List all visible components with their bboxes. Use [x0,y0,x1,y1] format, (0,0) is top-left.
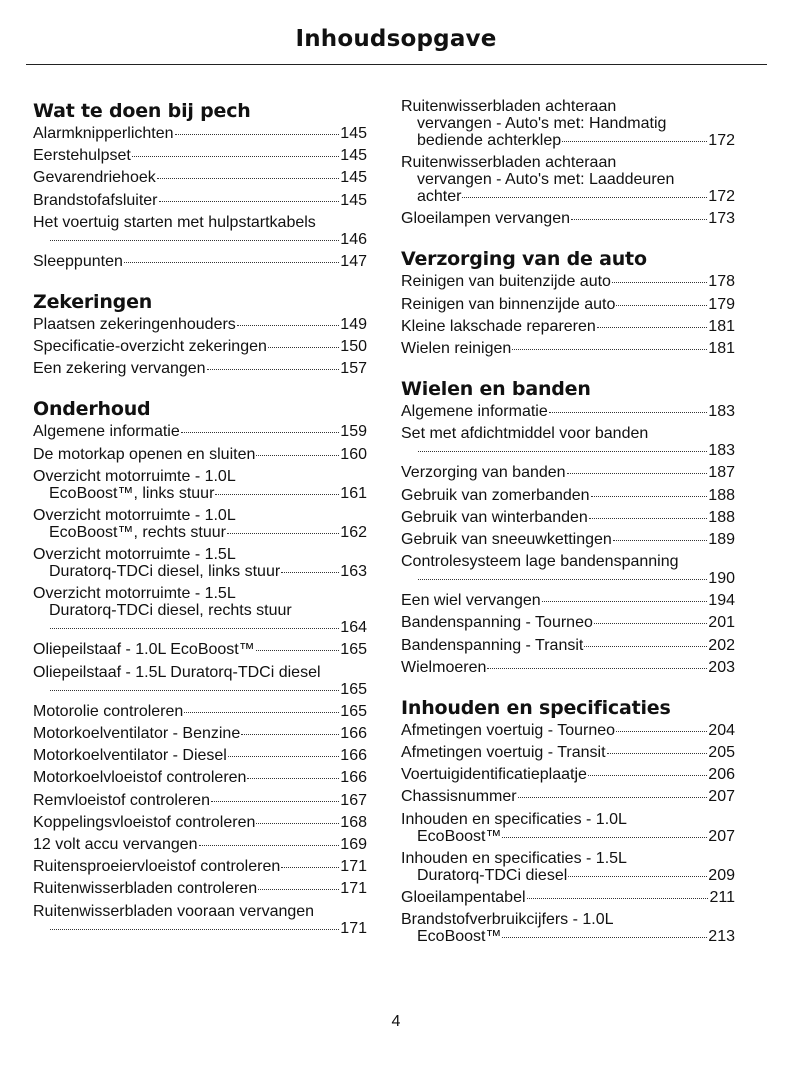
dot-leader [268,347,339,348]
entry-page-number: 188 [708,486,735,504]
entry-leader-row [33,880,367,897]
entry-leader-row [33,360,367,377]
entry-title: EcoBoost™ [417,827,502,845]
entry-leader-row [33,814,367,831]
entry-text-line: Controlesysteem lage bandenspanning [401,553,679,571]
toc-entry [401,464,735,481]
entry-page-number: 171 [340,919,367,937]
toc-entry [401,788,735,805]
dot-leader [247,778,339,779]
toc-section [33,289,367,377]
entry-page-number: 179 [708,295,735,313]
entry-leader-row [401,188,735,205]
entry-leader-row [33,619,367,636]
toc-entry [401,509,735,526]
entry-page-number: 207 [708,827,735,845]
entry-leader-row [33,446,367,463]
dot-leader [227,533,339,534]
entry-title: Ruitenwisserbladen controleren [33,880,258,898]
toc-entry [33,446,367,463]
entry-title: Plaatsen zekeringenhouders [33,315,236,333]
entry-leader-row [33,563,367,580]
entry-title: Bandenspanning - Tourneo [401,614,593,632]
entry-leader-row [33,231,367,248]
entry-title: Afmetingen voertuig - Transit [401,744,606,761]
entry-title: EcoBoost™, rechts stuur [49,523,226,541]
toc-entry [33,814,367,831]
entry-leader-row [401,867,735,884]
toc-entry [401,850,735,884]
toc-section [401,695,735,945]
toc-entry [401,154,735,205]
dot-leader [571,219,707,220]
entry-title: Koppelingsvloeistof controleren [33,813,256,831]
entry-page-number: 171 [340,858,367,876]
toc-entry [401,722,735,739]
entry-leader-row [401,614,735,631]
dot-leader [594,623,707,624]
dot-leader [502,837,707,838]
toc-entry [401,487,735,504]
entry-title: Gebruik van zomerbanden [401,486,590,504]
entry-leader-row [33,792,367,809]
toc-entry [401,403,735,420]
entry-text-line: Brandstofverbruikcijfers - 1.0L [401,911,614,929]
entry-page-number: 205 [708,744,735,761]
entry-title: De motorkap openen en sluiten [33,445,256,463]
entry-title: Voertuigidentificatieplaatje [401,766,587,784]
entry-leader-row [33,836,367,853]
entry-leader-row [33,769,367,786]
entry-page-number: 183 [708,402,735,420]
entry-page-number: 167 [340,791,367,809]
entry-leader-row [33,316,367,333]
toc-entry [33,703,367,720]
entry-title: Motorolie controleren [33,702,184,720]
toc-entry [33,192,367,209]
entry-page-number: 149 [340,315,367,333]
dot-leader [281,867,339,868]
toc-entry [401,614,735,631]
toc-section [33,396,367,936]
entry-page-number: 160 [340,445,367,463]
entry-title: EcoBoost™, links stuur [49,484,215,502]
entry-title: Chassisnummer [401,788,517,806]
entry-page-number: 178 [708,273,735,291]
entry-text-line: Overzicht motorruimte - 1.5L [33,585,236,603]
entry-title: Motorkoelventilator - Diesel [33,747,227,765]
toc-entry [401,889,735,906]
entry-title: Gloeilampentabel [401,888,526,906]
toc-entry [401,273,735,290]
entry-page-number: 172 [708,132,735,149]
entry-page-number: 203 [708,658,735,676]
entry-page-number: 166 [340,725,367,742]
dot-leader [562,141,707,142]
entry-leader-row [401,659,735,676]
dot-leader [256,650,340,651]
page-number: 4 [391,1013,401,1030]
dot-leader [613,540,708,541]
entry-leader-row [33,920,367,937]
entry-page-number: 165 [340,702,367,720]
dot-leader [215,494,339,495]
entry-leader-row [401,637,735,654]
entry-leader-row [401,828,735,845]
entry-text-line: vervangen - Auto's met: Laaddeuren [417,171,675,189]
toc-entry [33,253,367,270]
toc-entry [33,338,367,355]
dot-leader [612,282,707,283]
toc-entry [401,210,735,227]
toc-entry [33,725,367,742]
entry-leader-row [401,464,735,481]
toc-entry [401,425,735,459]
entry-leader-row [33,858,367,875]
dot-leader [549,412,708,413]
entry-leader-row [401,531,735,548]
dot-leader [568,876,707,877]
entry-page-number: 166 [340,769,367,787]
entry-title: Afmetingen voertuig - Tourneo [401,721,616,739]
dot-leader [462,197,707,198]
dot-leader [418,451,707,452]
toc-entry [401,637,735,654]
toc-section [401,98,735,227]
entry-text-line: Overzicht motorruimte - 1.5L [33,546,236,564]
toc-entry [401,592,735,609]
entry-title: Motorkoelventilator - Benzine [33,725,241,742]
dot-leader [502,937,707,938]
entry-leader-row [401,592,735,609]
section-heading: Inhouden en specificaties [401,696,671,719]
entry-page-number: 189 [708,530,735,548]
toc-entry [33,858,367,875]
toc-entry [33,546,367,580]
dot-leader [518,797,708,798]
entry-page-number: 157 [340,360,367,378]
entry-page-number: 150 [340,338,367,356]
entry-page-number: 173 [708,210,735,228]
entry-title: Kleine lakschade repareren [401,317,596,335]
dot-leader [591,496,708,497]
entry-leader-row [33,703,367,720]
entry-text-line: Oliepeilstaaf - 1.5L Duratorq-TDCi diesel [33,663,321,681]
entry-page-number: 201 [708,614,735,632]
entry-page-number: 187 [708,464,735,482]
entry-page-number: 145 [340,169,367,187]
entry-leader-row [33,125,367,142]
entry-leader-row [401,766,735,783]
entry-title: Sleeppunten [33,252,123,270]
entry-page-number: 207 [708,788,735,806]
entry-title: Wielen reinigen [401,339,512,357]
dot-leader [597,327,708,328]
dot-leader [50,690,339,691]
toc-entry [33,125,367,142]
entry-page-number: 183 [708,442,735,460]
entry-leader-row [33,524,367,541]
dot-leader [281,572,339,573]
entry-page-number: 163 [340,563,367,581]
dot-leader [589,518,708,519]
entry-page-number: 164 [340,619,367,637]
dot-leader [181,432,340,433]
entry-leader-row [401,788,735,805]
entry-title: EcoBoost™ [417,928,502,946]
entry-title: Reinigen van buitenzijde auto [401,273,611,291]
entry-leader-row [33,192,367,209]
entry-title: Specificatie-overzicht zekeringen [33,338,267,356]
entry-text-line: Het voertuig starten met hulpstartkabels [33,213,316,231]
entry-page-number: 145 [340,191,367,209]
dot-leader [607,753,708,754]
section-heading: Verzorging van de auto [401,248,647,271]
entry-page-number: 194 [708,592,735,610]
entry-page-number: 202 [708,636,735,654]
entry-leader-row [401,403,735,420]
entry-page-number: 181 [708,317,735,335]
dot-leader [616,731,707,732]
entry-page-number: 165 [340,641,367,659]
section-heading: Zekeringen [33,290,153,313]
dot-leader [211,801,339,802]
entry-leader-row [33,338,367,355]
entry-leader-row [33,423,367,440]
title-divider [26,64,767,65]
dot-leader [487,668,707,669]
entry-leader-row [401,509,735,526]
entry-title: Algemene informatie [401,402,548,420]
toc-entry [401,340,735,357]
dot-leader [584,646,707,647]
entry-page-number: 172 [708,188,735,206]
toc-entry [33,769,367,786]
toc-entry [401,98,735,149]
dot-leader [237,325,339,326]
entry-page-number: 181 [708,339,735,357]
toc-entry [401,811,735,845]
entry-leader-row [401,210,735,227]
entry-leader-row [401,570,735,587]
toc-column-right [401,98,735,964]
toc-entry [401,766,735,783]
toc-column-left [33,98,367,956]
entry-leader-row [401,318,735,335]
dot-leader [527,898,709,899]
entry-page-number: 211 [709,888,735,906]
entry-title: Ruitensproeiervloeistof controleren [33,858,281,876]
entry-text-line: Inhouden en specificaties - 1.0L [401,810,627,828]
entry-page-number: 161 [340,484,367,502]
dot-leader [175,134,340,135]
entry-title: Wielmoeren [401,658,487,676]
entry-page-number: 145 [340,125,367,142]
entry-text-line: Overzicht motorruimte - 1.0L [33,467,236,485]
dot-leader [157,178,340,179]
entry-page-number: 169 [340,835,367,853]
toc-entry [33,468,367,502]
entry-title: Remvloeistof controleren [33,791,210,809]
entry-title: Algemene informatie [33,423,180,441]
dot-leader [258,889,339,890]
entry-page-number: 165 [340,680,367,698]
entry-leader-row [33,169,367,186]
toc-section [401,376,735,676]
entry-leader-row [401,722,735,739]
toc-entry [33,423,367,440]
entry-text-line: Inhouden en specificaties - 1.5L [401,849,627,867]
entry-page-number: 209 [708,866,735,884]
toc-entry [33,585,367,636]
section-heading: Onderhoud [33,398,151,421]
section-heading: Wielen en banden [401,377,591,400]
entry-title: bediende achterklep [417,132,562,149]
dot-leader [256,823,339,824]
entry-leader-row [33,681,367,698]
entry-title: Een wiel vervangen [401,592,541,610]
dot-leader [50,929,339,930]
entry-title: Duratorq-TDCi diesel [417,866,568,884]
entry-title: Gevarendriehoek [33,169,156,187]
entry-page-number: 145 [340,147,367,165]
entry-title: Oliepeilstaaf - 1.0L EcoBoost™ [33,641,255,659]
entry-page-number: 190 [708,570,735,588]
dot-leader [199,845,340,846]
entry-leader-row [401,132,735,149]
toc-entry [401,659,735,676]
entry-title: Gebruik van sneeuwkettingen [401,530,612,548]
entry-page-number: 147 [340,252,367,270]
entry-title: Reinigen van binnenzijde auto [401,295,616,313]
toc-entry [401,318,735,335]
toc-section [33,98,367,270]
entry-page-number: 204 [708,721,735,739]
toc-entry [33,664,367,698]
section-heading: Wat te doen bij pech [33,100,251,122]
entry-leader-row [33,485,367,502]
toc-entry [401,744,735,761]
entry-text-line: Overzicht motorruimte - 1.0L [33,506,236,524]
entry-text-line: Ruitenwisserbladen vooraan vervangen [33,902,315,920]
dot-leader [228,756,339,757]
dot-leader [50,240,339,241]
entry-leader-row [401,442,735,459]
toc-entry [401,296,735,313]
dot-leader [256,455,339,456]
dot-leader [542,601,708,602]
entry-leader-row [401,744,735,761]
toc-entry [33,147,367,164]
toc-entry [33,360,367,377]
dot-leader [132,156,339,157]
entry-page-number: 162 [340,523,367,541]
entry-leader-row [401,928,735,945]
dot-leader [588,775,707,776]
entry-leader-row [401,487,735,504]
entry-leader-row [33,147,367,164]
toc-entry [33,880,367,897]
toc-entry [33,316,367,333]
entry-title: Bandenspanning - Transit [401,636,584,654]
toc-entry [33,903,367,937]
toc-entry [33,507,367,541]
entry-leader-row [401,273,735,290]
entry-title: Alarmknipperlichten [33,125,174,142]
toc-entry [401,911,735,945]
entry-page-number: 188 [708,508,735,526]
toc-entry [33,641,367,658]
entry-title: Motorkoelvloeistof controleren [33,769,247,787]
entry-text-line: Ruitenwisserbladen achteraan [401,98,617,115]
entry-title: achter [417,188,462,206]
entry-page-number: 206 [708,766,735,784]
dot-leader [207,369,340,370]
entry-title: Verzorging van banden [401,464,566,482]
dot-leader [184,712,339,713]
entry-text-line: Duratorq-TDCi diesel, rechts stuur [49,602,292,620]
dot-leader [159,201,340,202]
dot-leader [124,262,339,263]
entry-text-line: Ruitenwisserbladen achteraan [401,154,617,172]
entry-text-line: Set met afdichtmiddel voor banden [401,425,649,443]
toc-entry [33,747,367,764]
entry-leader-row [33,253,367,270]
entry-page-number: 213 [708,928,735,946]
toc-entry [33,836,367,853]
toc-entry [401,531,735,548]
entry-title: Eerstehulpset [33,147,131,165]
entry-leader-row [401,340,735,357]
entry-page-number: 146 [340,230,367,248]
dot-leader [241,734,339,735]
dot-leader [50,628,339,629]
entry-title: Brandstofafsluiter [33,191,158,209]
toc-entry [33,169,367,186]
entry-leader-row [33,641,367,658]
toc-entry [33,792,367,809]
dot-leader [567,473,708,474]
dot-leader [616,305,707,306]
entry-leader-row [401,296,735,313]
entry-title: Een zekering vervangen [33,360,206,378]
page-title: Inhoudsopgave [295,26,497,52]
entry-page-number: 166 [340,747,367,765]
entry-title: 12 volt accu vervangen [33,835,198,853]
toc-entry [401,553,735,587]
entry-leader-row [33,747,367,764]
entry-title: Gloeilampen vervangen [401,210,570,228]
entry-title: Duratorq-TDCi diesel, links stuur [49,563,281,581]
toc-section [401,246,735,357]
entry-page-number: 159 [340,423,367,441]
entry-title: Gebruik van winterbanden [401,508,588,526]
entry-page-number: 168 [340,813,367,831]
toc-entry [33,214,367,248]
dot-leader [512,349,707,350]
dot-leader [418,579,707,580]
entry-text-line: vervangen - Auto's met: Handmatig [417,115,667,132]
entry-page-number: 171 [340,880,367,898]
entry-leader-row [401,889,735,906]
entry-leader-row [33,725,367,742]
